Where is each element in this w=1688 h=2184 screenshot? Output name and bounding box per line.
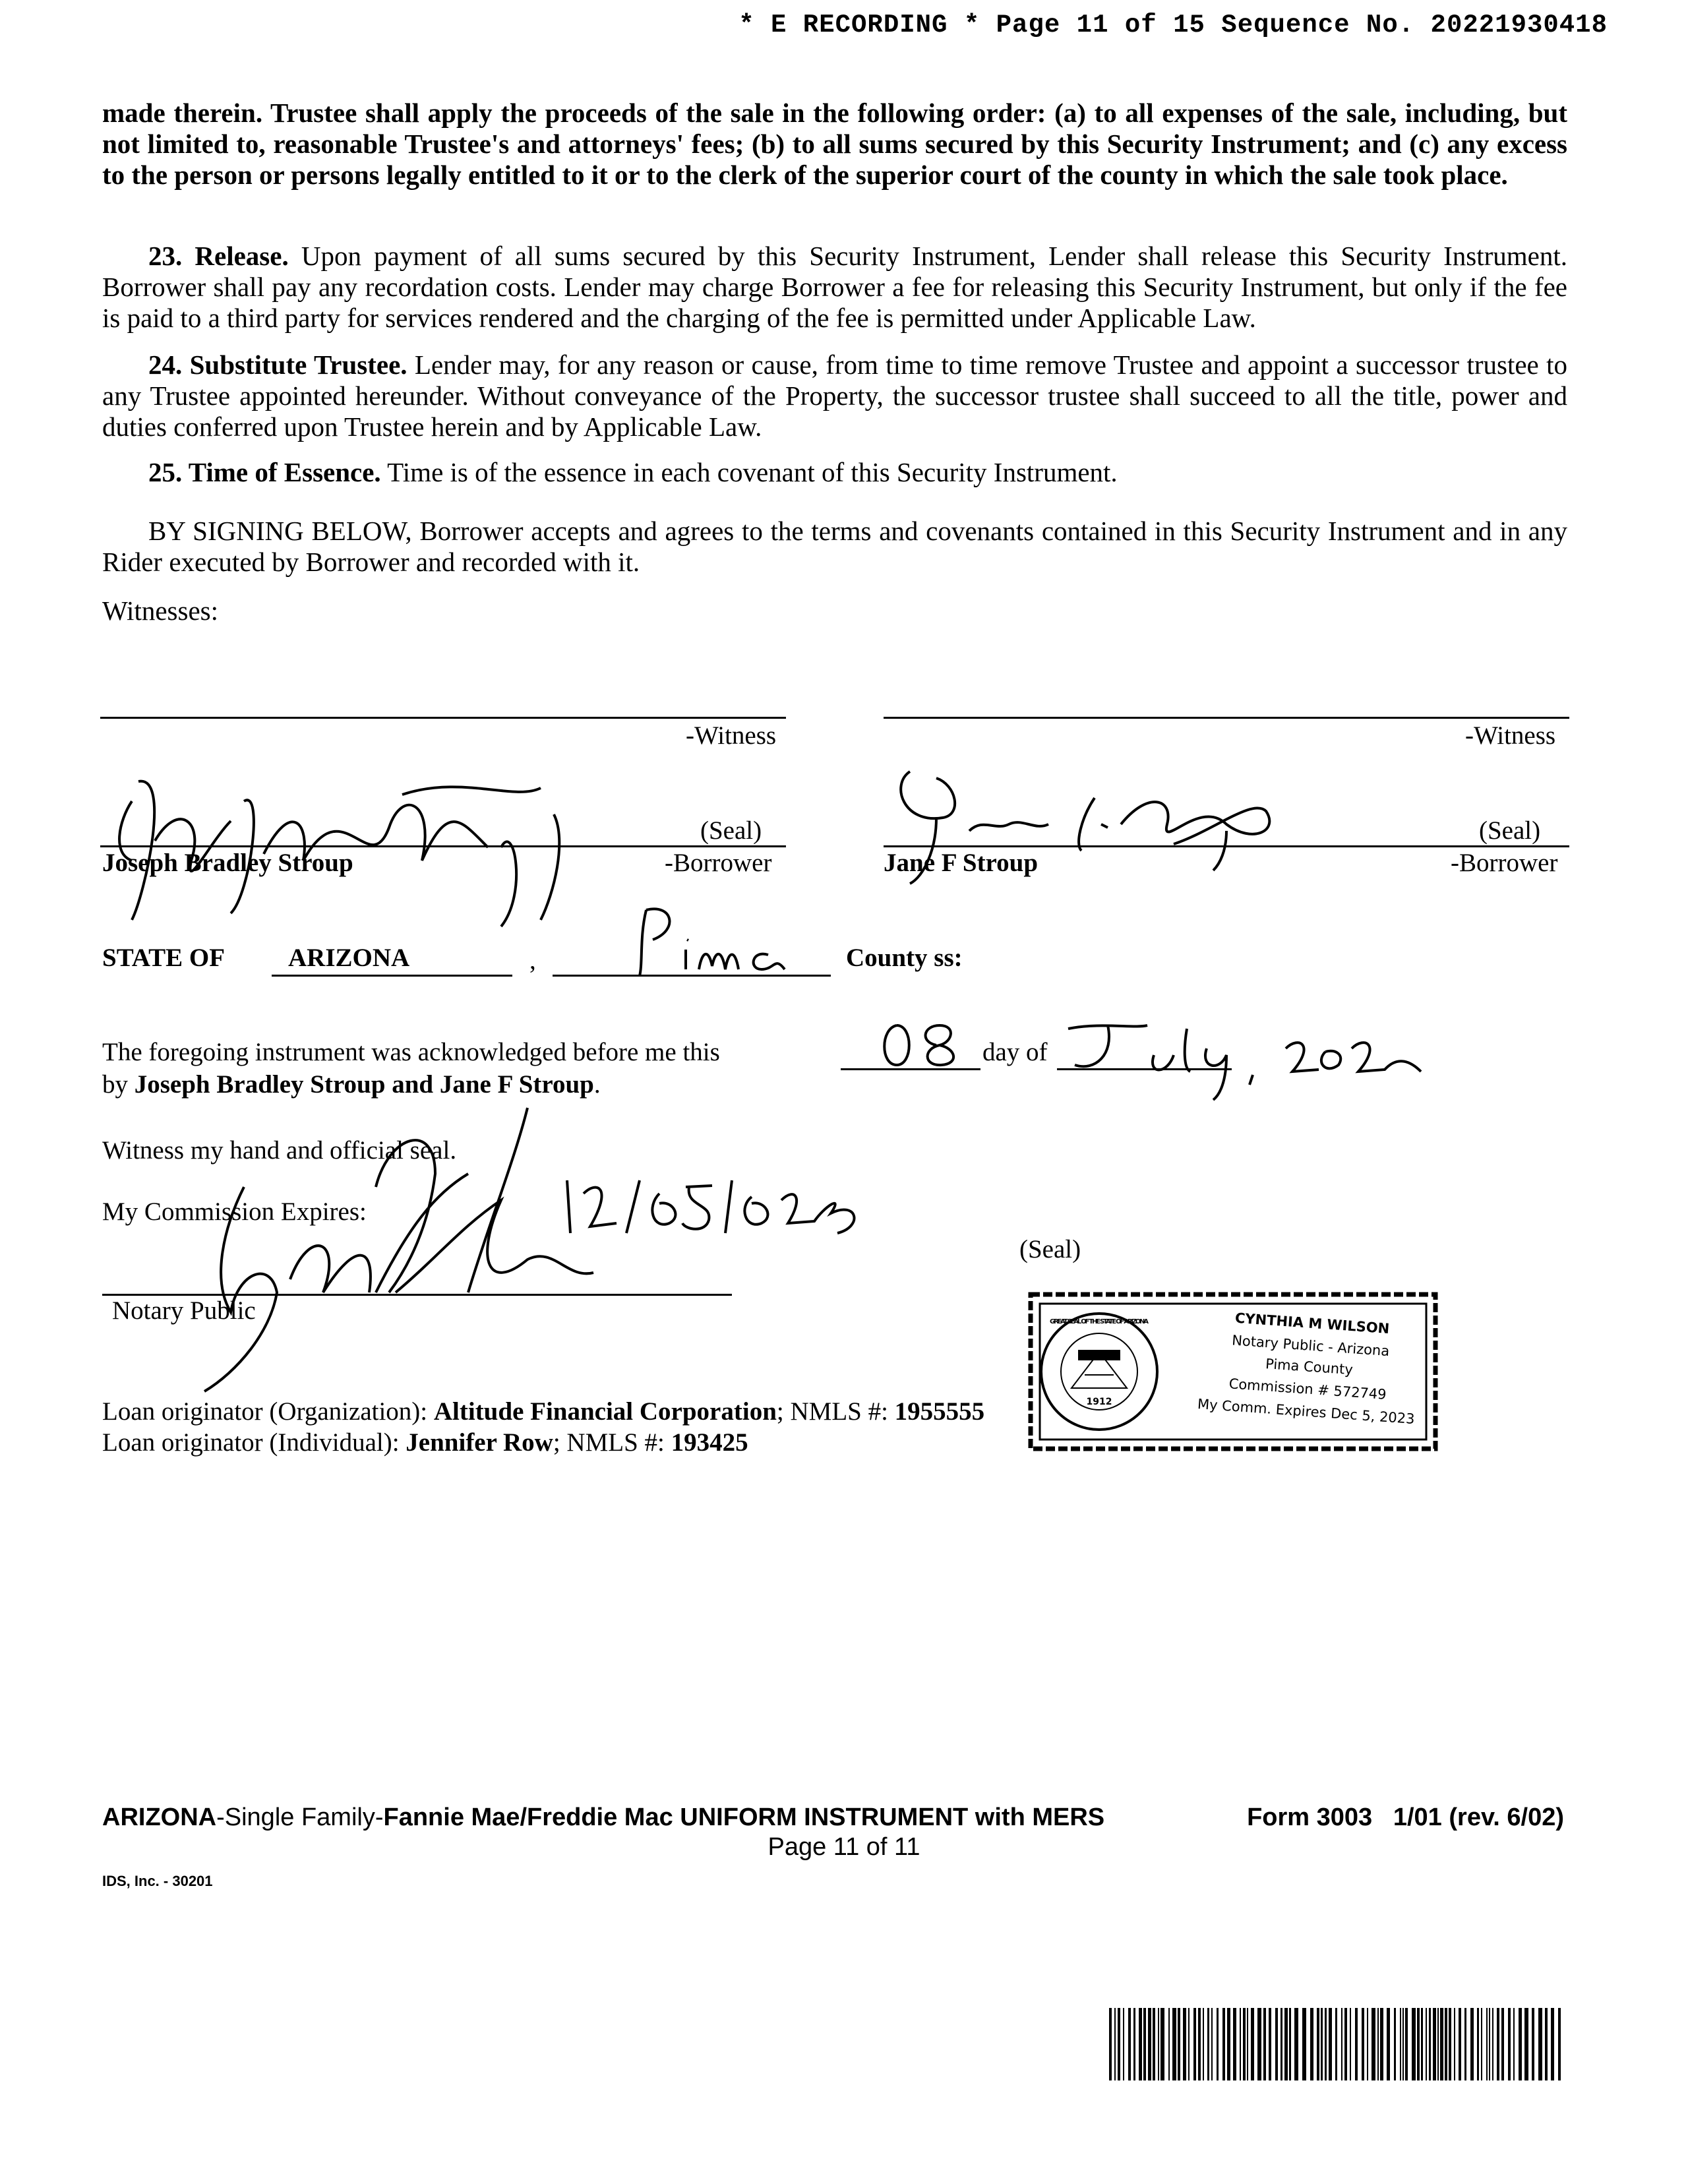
barcode-bar [1123,2008,1124,2080]
org-nmls-label: ; NMLS #: [776,1397,895,1426]
barcode-bar [1421,2008,1423,2080]
witnesses-label: Witnesses: [102,595,218,626]
county-ss-label: County ss: [846,944,963,972]
barcode-bar [1454,2008,1455,2080]
barcode-bar [1433,2008,1436,2080]
witness-line-right [884,717,1569,719]
barcode-bar [1367,2008,1368,2080]
stamp-notary-title: Notary Public - Arizona [1231,1332,1390,1360]
barcode-bar [1551,2008,1554,2080]
substitute-trustee-heading: 24. Substitute Trustee. [148,349,407,380]
barcode-bar [1188,2008,1190,2080]
barcode-bar [1449,2008,1451,2080]
loan-originator-organization [102,1397,984,1426]
barcode-bar [1321,2008,1323,2080]
barcode-bar [1377,2008,1379,2080]
acknowledgment-text: The foregoing instrument was acknowledged before me this [102,1038,720,1066]
month-year-handwritten [1055,1016,1424,1101]
notary-signature [158,1095,686,1398]
barcode-bar [1211,2008,1213,2080]
barcode-bar [1118,2008,1120,2080]
footer-ids: IDS, Inc. - 30201 [102,1873,213,1889]
paragraph-substitute-trustee [102,349,1567,442]
witness-label-right: -Witness [1465,721,1556,750]
by-period: . [593,1070,601,1099]
barcode-bar [1160,2008,1164,2080]
borrower1-label: -Borrower [665,849,772,877]
barcode-bar [1257,2008,1261,2080]
borrower1-name: Joseph Bradley Stroup [102,849,353,877]
stamp-expires: My Comm. Expires Dec 5, 2023 [1197,1396,1416,1428]
time-of-essence-heading: 25. Time of Essence. [148,457,381,487]
borrower1-signature [92,762,620,933]
barcode-bar [1437,2008,1439,2080]
county-handwritten-text: Pima [626,903,628,904]
ind-nmls-label: ; NMLS #: [553,1428,671,1457]
barcode [1109,2008,1564,2080]
barcode-bar [1497,2008,1499,2080]
barcode-bar [1310,2008,1313,2080]
barcode-bar [1545,2008,1548,2080]
barcode-bar [1143,2008,1146,2080]
barcode-bar [1251,2008,1254,2080]
barcode-bar [1417,2008,1420,2080]
footer-form-number: Form 3003 1/01 (rev. 6/02) [1247,1804,1564,1831]
witness-line-left [100,717,786,719]
barcode-bar [1429,2008,1431,2080]
barcode-bar [1281,2008,1282,2080]
barcode-bar [1168,2008,1170,2080]
release-heading: 23. Release. [148,241,289,271]
paragraph-sale-proceeds: made therein. Trustee shall apply the proceeds of the sale in the following order: (a) to all expenses of the sale, including, but not limited to, reasonable Trustee's and attorneys' fees; (b) to all sums secured by this Security Instrument; and (c) any excess to the person or persons legally entitled to it or to the clerk of the superior court of the county in which the sale took place. [102,98,1567,190]
seal-ring-text: GREAT SEAL OF THE STATE OF ARIZONA [1050,1318,1149,1325]
barcode-bar [1489,2008,1490,2080]
barcode-bar [1341,2008,1342,2080]
barcode-bar [1402,2008,1404,2080]
barcode-bar [1350,2008,1351,2080]
barcode-bar [1203,2008,1204,2080]
org-nmls: 1955555 [894,1397,985,1426]
barcode-bar [1109,2008,1112,2080]
loan-originator-individual [102,1428,748,1457]
barcode-bar [1114,2008,1116,2080]
barcode-bar [1247,2008,1248,2080]
barcode-bar [1222,2008,1225,2080]
barcode-bar [1459,2008,1461,2080]
seal-year: 1912 [1086,1397,1112,1407]
barcode-bar [1172,2008,1176,2080]
day-of-label: day of [982,1038,1048,1066]
recording-header: * E RECORDING * Page 11 of 15 Sequence No. 20221930418 [738,11,1608,40]
barcode-bar [1387,2008,1390,2080]
barcode-bar [1405,2008,1408,2080]
barcode-bar [1193,2008,1196,2080]
barcode-bar [1207,2008,1209,2080]
barcode-bar [1344,2008,1347,2080]
barcode-bar [1269,2008,1271,2080]
org-name: Altitude Financial Corporation [433,1397,777,1426]
borrower2-label: -Borrower [1451,849,1558,877]
barcode-bar [1492,2008,1493,2080]
ind-nmls: 193425 [671,1428,748,1457]
stamp-county: Pima County [1265,1356,1354,1378]
paragraph-by-signing: BY SIGNING BELOW, Borrower accepts and agrees to the terms and covenants contained in this Security Instrument and in any Rider executed by Borrower and recorded with it. [102,516,1567,577]
by-names: Joseph Bradley Stroup and Jane F Stroup [134,1070,594,1099]
footer-title: Fannie Mae/Freddie Mac UNIFORM INSTRUMENT with MERS [383,1804,1105,1831]
footer-state: ARIZONA [102,1804,217,1831]
by-label: by [102,1070,135,1099]
barcode-bar [1445,2008,1447,2080]
footer-form-title [102,1804,1104,1832]
ind-name: Jennifer Row [406,1428,553,1457]
barcode-bar [1227,2008,1230,2080]
borrower2-name: Jane F Stroup [884,849,1039,877]
barcode-bar [1183,2008,1186,2080]
barcode-bar [1133,2008,1135,2080]
arizona-seal-icon [1041,1314,1157,1430]
commission-expires-label: My Commission Expires: [102,1198,367,1226]
notary-seal-label: (Seal) [1019,1235,1081,1263]
barcode-bar [1477,2008,1479,2080]
seal-label-borrower2: (Seal) [1479,816,1541,845]
county-handwritten [626,903,791,983]
barcode-bar [1217,2008,1219,2080]
barcode-bar [1240,2008,1241,2080]
barcode-bar [1362,2008,1364,2080]
barcode-bar [1524,2008,1528,2080]
barcode-bar [1275,2008,1278,2080]
barcode-bar [1302,2008,1306,2080]
day-handwritten [877,1019,969,1072]
barcode-bar [1412,2008,1416,2080]
witness-label-left: -Witness [686,721,777,750]
footer-page-number: Page 11 of 11 [768,1833,920,1861]
footer-type: -Single Family- [216,1804,384,1831]
barcode-bar [1426,2008,1427,2080]
barcode-bar [1440,2008,1443,2080]
barcode-bar [1329,2008,1332,2080]
barcode-bar [1486,2008,1488,2080]
paragraph-release [102,241,1567,334]
barcode-bar [1263,2008,1266,2080]
borrower2-signature [884,758,1292,890]
barcode-bar [1284,2008,1288,2080]
time-of-essence-text: Time is of the essence in each covenant of this Security Instrument. [380,457,1118,487]
state-of-label: STATE OF [102,944,226,972]
barcode-bar [1513,2008,1515,2080]
barcode-bar [1243,2008,1246,2080]
barcode-bar [1394,2008,1396,2080]
state-value: ARIZONA [288,944,410,972]
barcode-bar [1325,2008,1327,2080]
barcode-bar [1372,2008,1375,2080]
barcode-bar [1532,2008,1534,2080]
ind-label: Loan originator (Individual): [102,1428,406,1457]
barcode-bar [1501,2008,1504,2080]
barcode-bar [1158,2008,1159,2080]
barcode-bar [1317,2008,1319,2080]
stamp-commission: Commission # 572749 [1228,1376,1387,1403]
witness-hand-text: Witness my hand and official seal. [102,1136,457,1165]
barcode-bar [1128,2008,1131,2080]
barcode-bar [1558,2008,1561,2080]
notary-public-label: Notary Public [112,1296,256,1325]
barcode-bar [1289,2008,1291,2080]
barcode-bar [1464,2008,1466,2080]
barcode-bar [1335,2008,1337,2080]
barcode-bar [1233,2008,1236,2080]
seal-label-borrower1: (Seal) [700,816,762,845]
barcode-bar [1400,2008,1401,2080]
barcode-bar [1148,2008,1151,2080]
org-label: Loan originator (Organization): [102,1397,434,1426]
barcode-bar [1139,2008,1142,2080]
release-text: Upon payment of all sums secured by this Security Instrument, Lender shall release this Security Instrument. Borrower shall pay any recordation costs. Lender may charge Borrower a fee for releasing this Security Instrument, but only if the fee is paid to a third party for services rendered and the charging of the fee is permitted under Applicable Law. [102,241,1567,333]
barcode-bar [1153,2008,1155,2080]
barcode-bar [1470,2008,1474,2080]
notary-stamp [1025,1289,1441,1454]
state-line [272,975,512,977]
barcode-bar [1294,2008,1298,2080]
substitute-trustee-text: Lender may, for any reason or cause, from time to time remove Trustee and appoint a successor trustee to any Trustee appointed hereunder. Without conveyance of the Property, the successor trustee shall succeed to all the title, power and duties conferred upon Trustee herein and by Applicable Law. [102,349,1567,442]
barcode-bar [1178,2008,1180,2080]
barcode-bar [1481,2008,1482,2080]
state-comma: , [529,946,536,975]
barcode-bar [1508,2008,1511,2080]
paragraph-time-of-essence [102,457,1567,488]
barcode-bar [1519,2008,1522,2080]
barcode-bar [1198,2008,1201,2080]
barcode-bar [1538,2008,1542,2080]
stamp-notary-name: CYNTHIA M WILSON [1234,1310,1390,1337]
barcode-bar [1355,2008,1358,2080]
barcode-bar [1380,2008,1383,2080]
